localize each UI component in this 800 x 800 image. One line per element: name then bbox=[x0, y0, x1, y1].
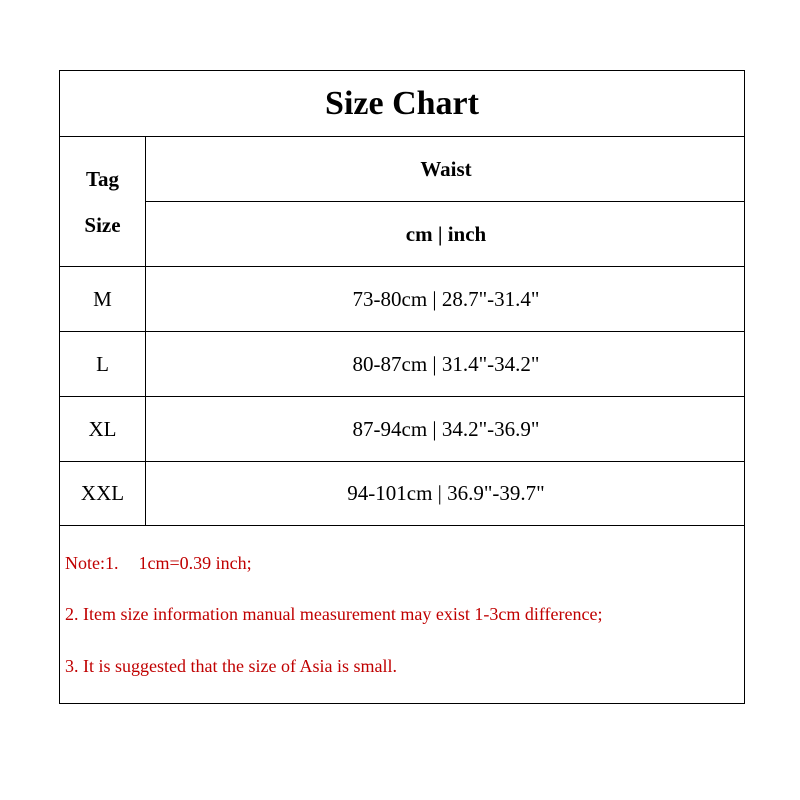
units-header: cm | inch bbox=[405, 222, 487, 246]
tag-cell-m: M bbox=[93, 286, 112, 311]
size-chart-table bbox=[59, 70, 745, 704]
tag-size-header bbox=[60, 137, 145, 267]
tag-cell-xl: XL bbox=[88, 416, 117, 441]
tag-cell-xxl: XXL bbox=[80, 481, 125, 505]
tag-header-label: Tag bbox=[85, 167, 120, 191]
waist-cell-m: 73-80cm | 28.7"-31.4" bbox=[352, 286, 540, 311]
chart-title: Size Chart bbox=[60, 71, 744, 137]
notes-divider bbox=[60, 525, 744, 526]
column-divider bbox=[145, 137, 146, 525]
waist-cell-xxl: 94-101cm | 36.9"-39.7" bbox=[347, 481, 545, 505]
note-2: 2. Item size information manual measurement may exist 1-3cm difference; bbox=[65, 604, 603, 624]
size-header-label: Size bbox=[84, 213, 121, 237]
waist-cell-xl: 87-94cm | 34.2"-36.9" bbox=[352, 416, 540, 441]
note-1-text: 1cm=0.39 inch; bbox=[138, 553, 252, 573]
tag-cell-l: L bbox=[96, 351, 109, 376]
note-1 bbox=[65, 553, 252, 574]
waist-header: Waist bbox=[420, 156, 472, 181]
note-1-prefix: Note:1. bbox=[65, 553, 119, 573]
waist-cell-l: 80-87cm | 31.4"-34.2" bbox=[352, 351, 540, 376]
note-3: 3. It is suggested that the size of Asia is small. bbox=[65, 656, 397, 676]
